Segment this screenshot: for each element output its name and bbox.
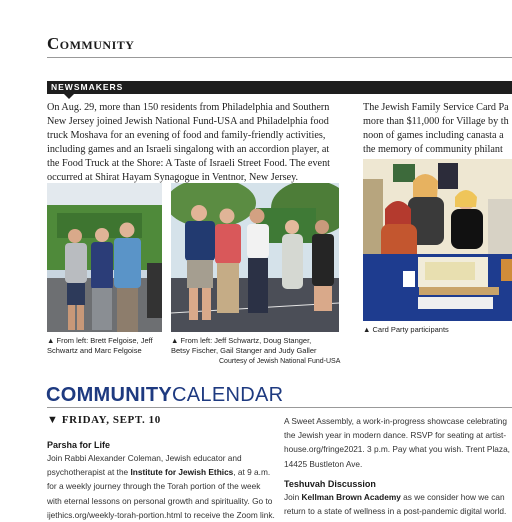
calendar-title-bold: COMMUNITY bbox=[46, 384, 173, 406]
event-line: Join Rabbi Alexander Coleman, Jewish educator and bbox=[47, 453, 242, 463]
newsmakers-label: NEWSMAKERS bbox=[51, 82, 124, 92]
article-line: the memory of community philant bbox=[363, 144, 503, 155]
section-title: Community bbox=[47, 34, 135, 53]
caption-photo1 bbox=[47, 336, 177, 356]
caption-line: ▲ From left: Brett Felgoise, Jeff bbox=[47, 336, 153, 345]
newsmakers-article-left bbox=[47, 101, 352, 185]
event-title-teshuvah: Teshuvah Discussion bbox=[284, 479, 376, 489]
calendar-divider bbox=[47, 407, 512, 408]
article-line: The Jewish Family Service Card Pa bbox=[363, 102, 509, 113]
caption-line: Betsy Fischer, Gail Stanger and Judy Galler bbox=[171, 346, 317, 355]
event-line: the Jewish year in modern dance. RSVP for seating at artist- bbox=[284, 430, 507, 441]
caption-line: ▲ From left: Jeff Schwartz, Doug Stanger, bbox=[171, 336, 312, 345]
caption-photo2 bbox=[171, 336, 346, 356]
event-line: house.org/fringe2021. 3 p.m. Pay what you wish. Trent Plaza, bbox=[284, 444, 510, 455]
photo-card-party-image bbox=[363, 159, 512, 321]
section-divider bbox=[47, 57, 512, 58]
photo-jnf-group bbox=[171, 183, 339, 332]
photo-felgoise-schwartz bbox=[47, 183, 162, 332]
calendar-date-heading: ▼ FRIDAY, SEPT. 10 bbox=[47, 414, 161, 426]
photo-jnf-group-image bbox=[171, 183, 339, 332]
caption-photo3: ▲ Card Party participants bbox=[363, 325, 449, 334]
photo-felgoise-schwartz-image bbox=[47, 183, 162, 332]
kellman-brown-link[interactable]: Kellman Brown Academy bbox=[301, 492, 401, 502]
event-text: as we consider how we can bbox=[400, 492, 505, 502]
event-body-teshuvah bbox=[284, 490, 512, 518]
article-line: noon of games including canasta a bbox=[363, 130, 504, 141]
event-body-sweet-assembly bbox=[284, 414, 512, 471]
event-line: with eternal lessons on personal growth and spirituality. Go to bbox=[47, 495, 273, 506]
calendar-title bbox=[46, 384, 283, 407]
event-body-parsha bbox=[47, 451, 277, 522]
calendar-title-light: CALENDAR bbox=[172, 384, 284, 406]
newsmakers-article-right bbox=[363, 101, 512, 157]
article-line: New Jersey joined Jewish National Fund-USA and Philadelphia food bbox=[47, 116, 329, 127]
institute-link[interactable]: Institute for Jewish Ethics bbox=[130, 467, 234, 478]
article-line: including games and an Israeli singalong with an accordion player, at bbox=[47, 144, 330, 155]
newsmakers-notch bbox=[64, 94, 74, 99]
photo-card-party bbox=[363, 159, 512, 321]
event-text: , at 9 a.m. bbox=[233, 467, 271, 478]
event-line: for a weekly journey through the Torah portion of the week bbox=[47, 481, 261, 492]
article-line: On Aug. 29, more than 150 residents from Philadelphia and Southern bbox=[47, 102, 330, 113]
article-line: occurred at Shirat Hayam Synagogue in Ventnor, New Jersey. bbox=[47, 172, 299, 183]
event-text: Join bbox=[284, 492, 302, 502]
event-line: 14425 Bustleton Ave. bbox=[284, 458, 363, 469]
event-line bbox=[47, 465, 277, 479]
event-title-parsha: Parsha for Life bbox=[47, 440, 111, 450]
caption-line: Schwartz and Marc Felgoise bbox=[47, 346, 142, 355]
event-line bbox=[284, 490, 512, 504]
article-line: more than $11,000 for Village by th bbox=[363, 116, 509, 127]
event-line: ijethics.org/weekly-torah-portion.html to receive the Zoom link. bbox=[47, 509, 275, 520]
event-line: return to a state of wellness in a post-pandemic digital world. bbox=[284, 506, 507, 517]
event-text: psychotherapist at the bbox=[47, 467, 131, 478]
article-line: truck Moshava for an evening of food and family-friendly activities, bbox=[47, 130, 326, 141]
photo-credit: Courtesy of Jewish National Fund-USA bbox=[219, 358, 341, 365]
article-line: the Food Truck at the Shore: A Taste of Israeli Street Food. The event bbox=[47, 158, 330, 169]
event-line: A Sweet Assembly, a work-in-progress showcase celebrating bbox=[284, 416, 508, 426]
